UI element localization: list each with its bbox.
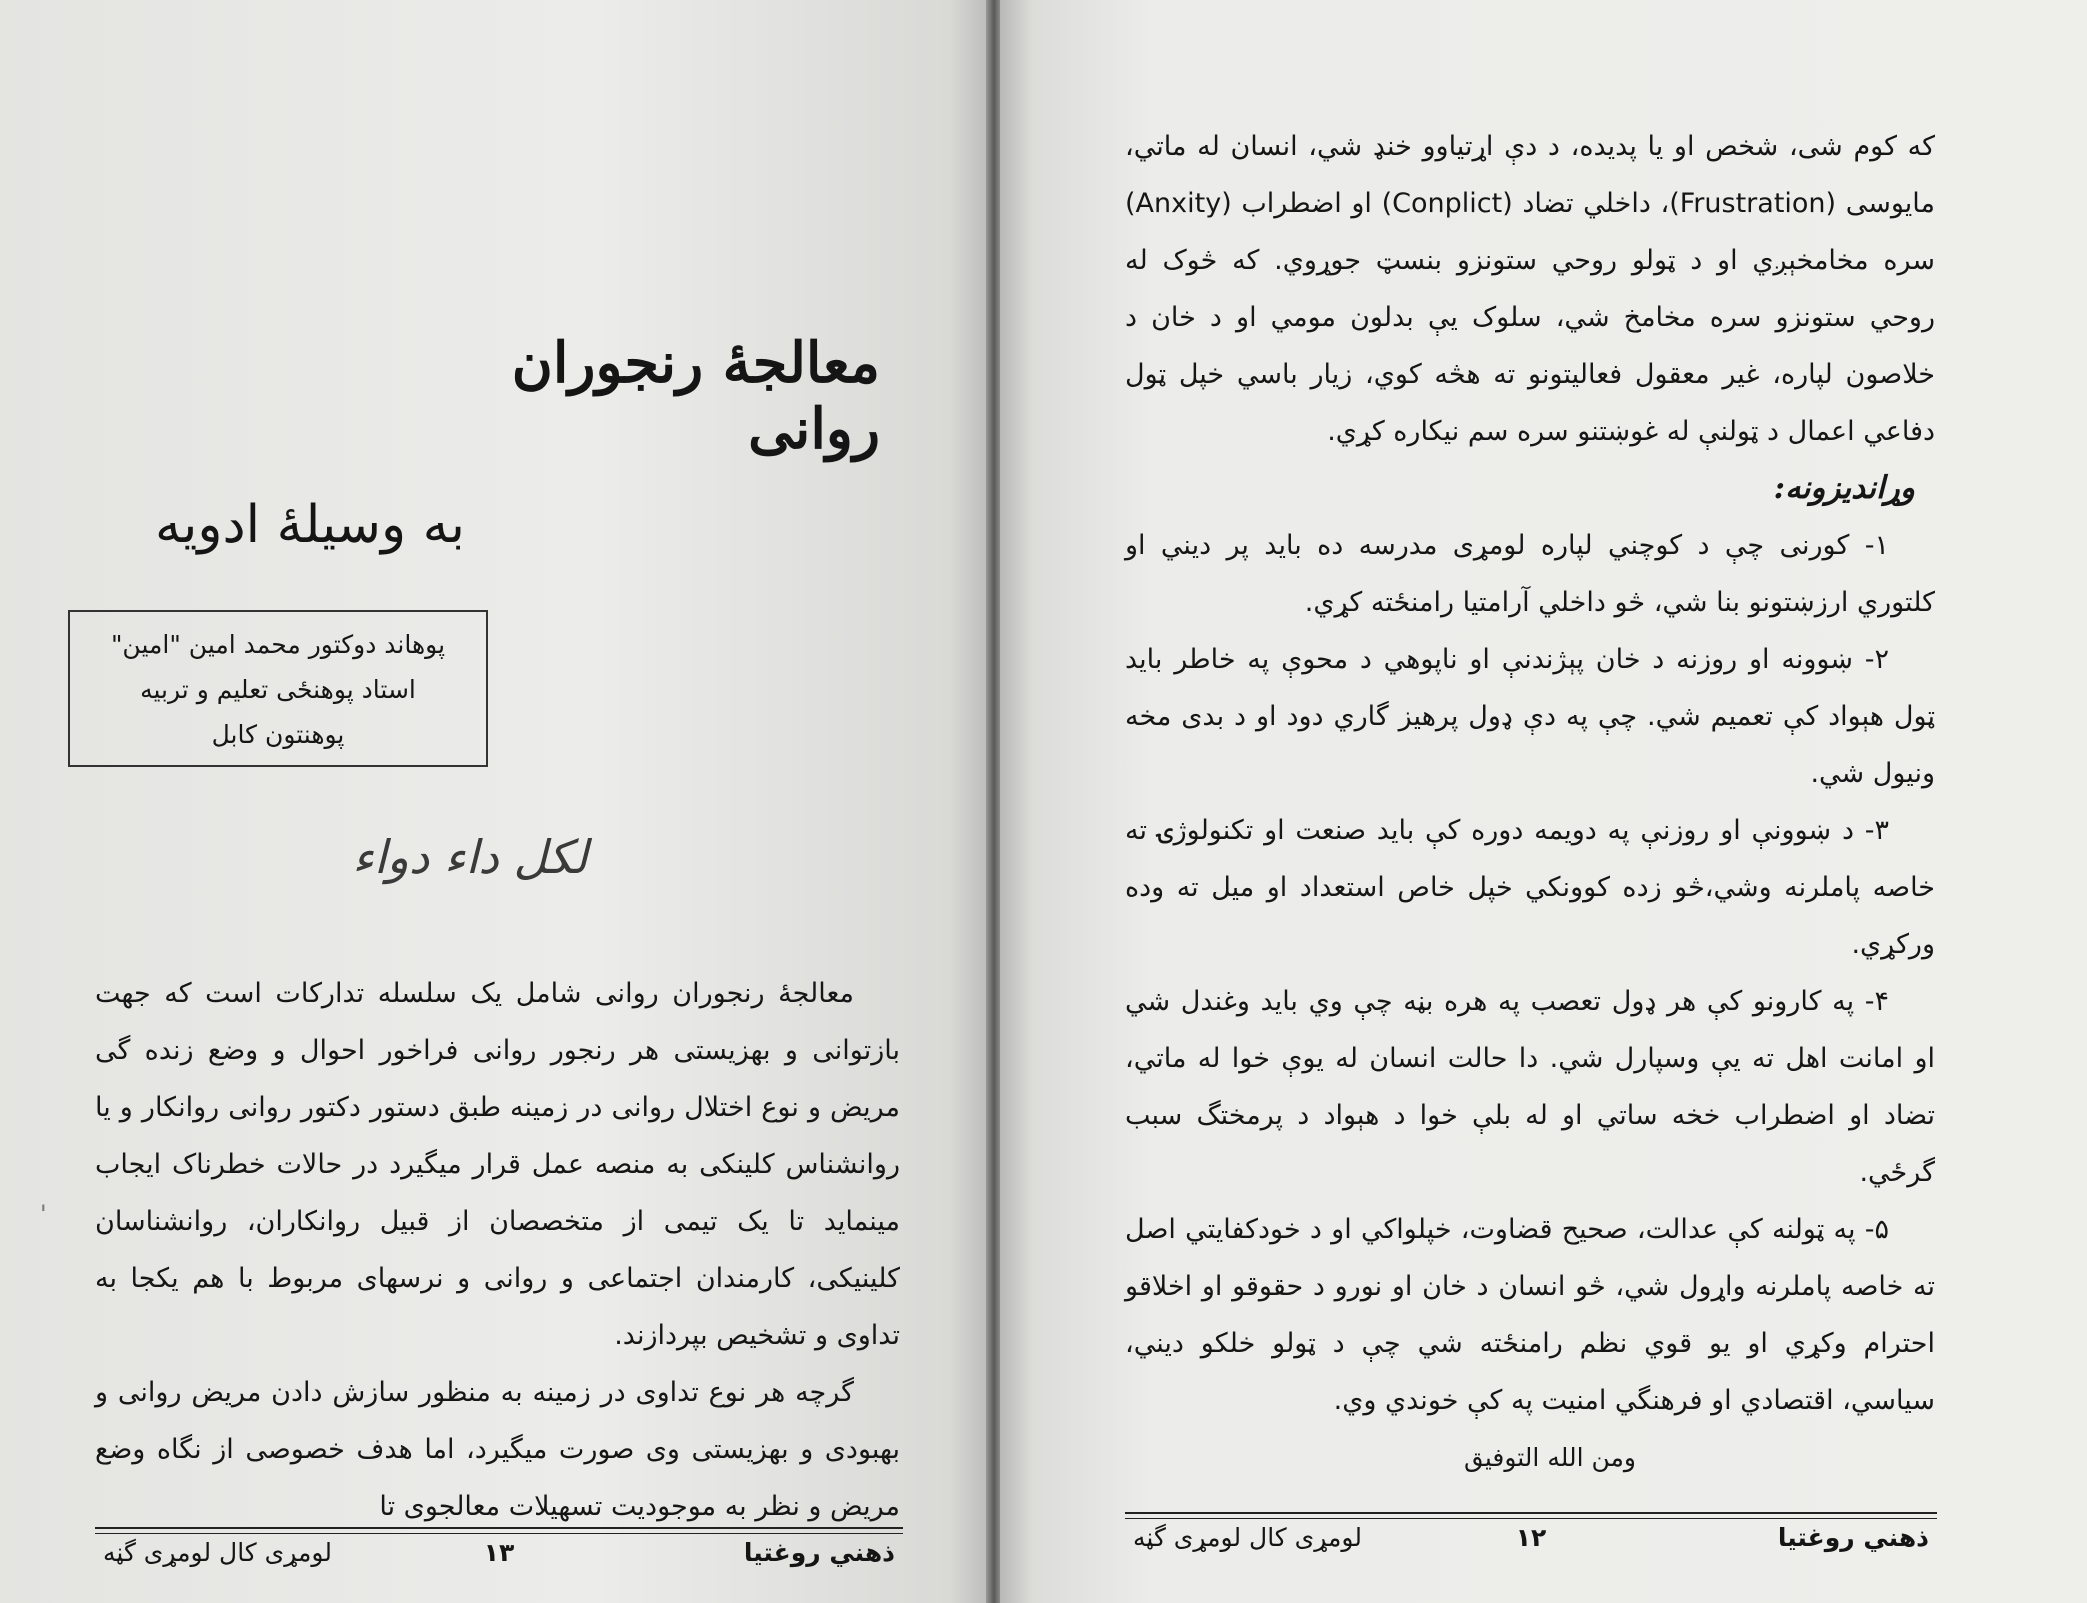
list-item: ۱- کورنی چې د کوچني لپاره لومړی مدرسه ده باید پر دیني او کلتوري ارزښتونو بنا شي، څو داخلي آرامتیا رامنځته کړي. — [1125, 530, 1935, 618]
list-item: ۴- په کارونو کې هر ډول تعصب په هره بڼه چې وي باید وغندل شي او امانت اهل ته یې وسپارل شي. دا حالت انسان له یوې خوا له ماتي، تضاد او اضطراب خخه ساتي او له بلې خوا د هېواد د پرمختگ سبب گرځي. — [1125, 986, 1935, 1188]
footer-issue: لومړی کال لومړی گڼه — [103, 1538, 332, 1567]
article-subtitle: به وسیلهٔ ادویه — [155, 495, 465, 555]
author-name: پوهاند دوکتور محمد امین "امین" — [110, 630, 446, 659]
page-number: ۱۲ — [1515, 1523, 1547, 1552]
author-position: استاد پوهنځی تعلیم و تربیه — [140, 675, 416, 704]
left-page — [0, 0, 988, 1603]
footer-rule — [1125, 1512, 1937, 1519]
article-title: معالجهٔ رنجوران روانی — [511, 330, 880, 462]
page-number: ۱۳ — [483, 1538, 515, 1567]
paragraph: که کوم شی، شخص او یا پدیده، د دې اړتیاوو خنډ شي، انسان له ماتي، مایوسی (Frustration)، داخلي تضاد (Conplict) او اضطراب (Anxity) سره مخامخېږي او د ټولو روحي ستونزو بنسټ جوړوي. که څوک له روحي ستونزو سره مخامخ شي، سلوک یې بدلون مومي او د خان د خلاصون لپاره، غیر معقول فعالیتونو ته هڅه کوي، زیار باسي خپل ټول دفاعي اعمال د ټولنې له غوښتنو سره سم نیکاره کړي. — [1125, 131, 1936, 447]
author-box — [68, 610, 488, 767]
list-item: ۳- د ښوونې او روزنې په دویمه دوره کې باید صنعت او تکنولوژۍ ته خاصه پاملرنه وشي،څو زده کوونکي خپل خاص استعداد او میل ته وده ورکړي. — [1125, 815, 1935, 960]
footer-rule — [95, 1527, 903, 1534]
section-heading: وړاندیزونه: — [1773, 470, 1915, 506]
right-footer — [1125, 1523, 1937, 1563]
author-university: پوهنتون کابل — [211, 720, 345, 749]
left-footer — [95, 1538, 903, 1578]
footer-journal-title: ذهني روغتیا — [1777, 1523, 1929, 1552]
right-body-text — [1125, 118, 1935, 1483]
paragraph: گرچه هر نوع تداوی در زمینه به منظور سازش دادن مریض روانی و بهبودی و بهزیستی وی صورت میگیرد، اما هدف خصوصی از نگاه وضع مریض و نظر به موجودیت تسهیلات معالجوی تا — [95, 1377, 900, 1522]
paragraph: معالجهٔ رنجوران روانی شامل یک سلسله تدارکات است که جهت بازتوانی و بهزیستی هر رنجور روانی فراخور احوال و وضع زنده گی مریض و نوع اختلال روانی در زمینه طبق دستور دکتور روانی روانکار و یا روانشناس کلینکی به منصه عمل قرار میگیرد در حالات خطرناک ایجاب مینماید تا یک تیمی از متخصصان از قبیل روانکاران، روانشناسان کلینیکی، کارمندان اجتماعی و روانی و نرسهای مربوط با هم یکجا به تداوی و تشخیص بپردازند. — [95, 978, 900, 1351]
left-body-text — [95, 965, 900, 1535]
handwritten-note: لکل داء دواء — [352, 830, 588, 884]
footer-issue: لومړی کال لومړی گڼه — [1133, 1523, 1362, 1552]
margin-mark: ' — [40, 1200, 47, 1228]
footer-journal-title: ذهني روغتیا — [743, 1538, 895, 1567]
closing-phrase: ومن الله التوفیق — [1464, 1443, 1636, 1472]
list-item: ۵- په ټولنه کې عدالت، صحیح قضاوت، خپلواکي او د خودکفایتي اصل ته خاصه پاملرنه واړول شي، څو انسان د خان او نورو د حقوقو او اخلاقو احترام وکړي او یو قوي نظم رامنځته شي چې د ټولو خلکو دیني، سیاسي، اقتصادي او فرهنگي امنیت په کې خوندي وي. — [1125, 1214, 1935, 1416]
list-item: ۲- ښوونه او روزنه د خان پېژندنې او ناپوهي د محوې په خاطر باید ټول هېواد کې تعمیم شي. چې په دې ډول پرهیز گاري دود او د بدی مخه ونیول شي. — [1125, 644, 1935, 789]
